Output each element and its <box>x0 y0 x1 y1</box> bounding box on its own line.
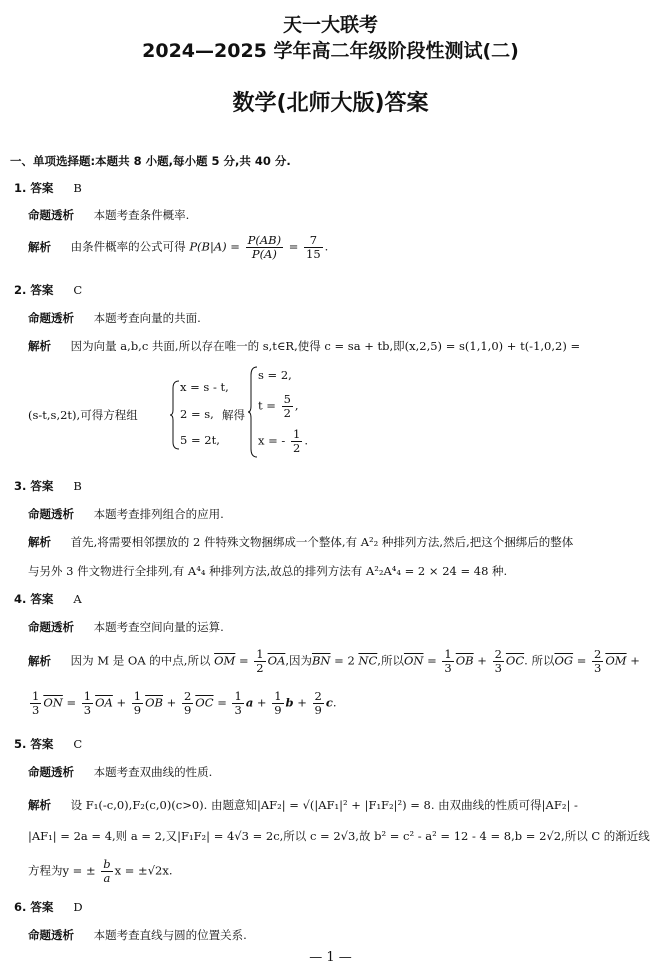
analysis-label: 解析 <box>28 239 51 254</box>
numerator: b <box>103 857 111 871</box>
fraction <box>291 428 302 455</box>
question-2-answer <box>14 282 82 298</box>
numerator: P(AB) <box>247 233 282 247</box>
numerator: 2 <box>594 647 602 661</box>
analysis-text: (s-t,s,2t),可得方程组 <box>28 408 138 422</box>
operator: = <box>66 695 77 710</box>
vector-bn: $\overline{BN}$ <box>311 653 331 668</box>
fraction <box>30 690 41 717</box>
question-number: 5. <box>14 737 27 751</box>
answer-label: 答案 <box>30 900 54 914</box>
operator: = <box>217 695 227 710</box>
vector-og: $\overline{OG}$ <box>554 653 574 668</box>
analysis-text: 因为向量 a,b,c 共面,所以存在唯一的 s,t∈R,使得 c = sa + tb,即(x,2,5) = s(1,1,0) + t(-1,0,2) = <box>70 339 581 353</box>
answer-label: 答案 <box>30 737 54 751</box>
vector-term: $\overline{OC}$ <box>195 695 214 710</box>
question-5-analysis-line-2: |AF₁| = 2a = 4,则 a = 2,又|F₁F₂| = 4√3 = 2c,所以 c = 2√3,故 b² = c² - a² = 12 - 4 = 8,b = 2√2,所以 C 的渐近线 <box>28 829 650 843</box>
fraction <box>82 690 93 717</box>
vector-oa: $\overline{OA}$ <box>267 653 286 668</box>
section-heading: 一、单项选择题:本题共 8 小题,每小题 5 分,共 40 分. <box>10 154 291 168</box>
denominator: 3 <box>234 703 242 717</box>
denominator: 2 <box>292 441 301 455</box>
question-number: 3. <box>14 479 27 493</box>
numerator: 1 <box>234 689 242 703</box>
denominator: 3 <box>444 661 452 675</box>
fraction <box>493 648 504 675</box>
analysis-label: 解析 <box>28 535 51 549</box>
intent-text: 本题考查排列组合的应用. <box>93 507 224 521</box>
intent-label: 命题透析 <box>28 311 74 325</box>
numerator: 2 <box>183 689 192 703</box>
numerator: 5 <box>283 392 291 406</box>
analysis-text: x = ±√2x. <box>114 863 173 878</box>
analysis-text: . 所以 <box>524 653 555 668</box>
intent-label: 命题透析 <box>28 208 74 222</box>
intent-label: 命题透析 <box>28 507 74 521</box>
left-brace-icon <box>170 380 180 450</box>
answer-label: 答案 <box>30 181 54 195</box>
vector-term: $\overline{OB}$ <box>145 695 164 710</box>
vector-on: $\overline{ON}$ <box>403 653 424 668</box>
answer-choice: C <box>73 283 83 297</box>
denominator: 3 <box>83 703 92 717</box>
analysis-label: 解析 <box>28 798 51 812</box>
question-5-analysis-line-3 <box>28 858 172 885</box>
answer-choice: B <box>73 181 82 195</box>
operator: + <box>256 695 267 710</box>
subject-title: 数学(北师大版)答案 <box>232 91 429 116</box>
question-3-analysis-line-2: 与另外 3 件文物进行全排列,有 A⁴₄ 种排列方法,故总的排列方法有 A²₂A⁴₄ = 2 × 24 = 48 种. <box>28 564 508 578</box>
numerator: 1 <box>32 689 40 703</box>
denominator: 9 <box>133 703 142 717</box>
denominator: a <box>103 871 111 885</box>
question-4-answer <box>14 591 82 607</box>
operator: = <box>238 653 249 668</box>
numerator: 1 <box>274 689 282 703</box>
analysis-text: 因为 M 是 OA 的中点,所以 <box>70 653 211 668</box>
operator: = <box>427 653 437 668</box>
numerator: 1 <box>133 689 142 703</box>
formula-lhs: P(B|A) = <box>189 239 240 254</box>
numerator: 7 <box>304 234 323 248</box>
question-1-intent <box>28 207 189 223</box>
question-6-intent <box>28 927 247 943</box>
question-3-answer <box>14 478 82 494</box>
question-5-analysis-line-1 <box>28 797 578 813</box>
answer-label: 答案 <box>30 283 54 297</box>
answer-choice: D <box>73 900 83 914</box>
numerator: 1 <box>444 647 452 661</box>
answer-choice: A <box>73 592 82 606</box>
operator: + <box>166 695 177 710</box>
question-2-analysis-line-2 <box>28 407 138 423</box>
intent-text: 本题考查向量的共面. <box>93 311 201 325</box>
question-number: 1. <box>14 181 27 195</box>
question-1-analysis <box>28 234 328 261</box>
denominator: 15 <box>306 247 321 261</box>
numerator: 1 <box>256 647 264 661</box>
fraction <box>282 393 293 420</box>
comma: , <box>294 398 299 413</box>
vector-term: $\overline{ON}$ <box>43 695 63 710</box>
numerator: 2 <box>314 689 322 703</box>
question-2-analysis-line-1 <box>28 338 580 354</box>
fraction <box>592 648 603 675</box>
question-5-intent <box>28 764 212 780</box>
fraction <box>313 690 324 717</box>
operator: = <box>576 653 587 668</box>
answer-label: 答案 <box>30 479 54 493</box>
question-1-answer <box>14 180 82 196</box>
solution-x <box>258 428 308 455</box>
equation: 5 = 2t, <box>180 433 220 447</box>
fraction <box>272 690 283 717</box>
vector-term: c <box>325 695 333 710</box>
vector-term: b <box>285 695 294 710</box>
vector-om: $\overline{OM}$ <box>214 653 236 668</box>
operator: . <box>332 695 337 710</box>
analysis-text: ,因为 <box>285 653 312 668</box>
exam-term-title: 2024—2025 学年高二年级阶段性测试(二) <box>142 40 519 62</box>
fraction <box>254 648 265 675</box>
denominator: 2 <box>256 661 264 675</box>
denominator: 9 <box>183 703 192 717</box>
question-6-answer <box>14 899 83 915</box>
fraction <box>132 690 143 717</box>
fraction <box>101 858 112 885</box>
question-4-analysis-line-2 <box>28 690 337 717</box>
solution-lhs: x = - <box>258 433 286 448</box>
intent-label: 命题透析 <box>28 928 74 942</box>
fraction <box>442 648 453 675</box>
question-3-intent <box>28 506 224 522</box>
left-brace-icon <box>248 366 258 458</box>
answer-label: 答案 <box>30 592 54 606</box>
vector-oc: $\overline{OC}$ <box>505 653 525 668</box>
question-number: 2. <box>14 283 27 297</box>
vector-term: $\overline{OA}$ <box>95 695 113 710</box>
analysis-text: ,所以 <box>377 653 404 668</box>
analysis-text: 首先,将需要相邻摆放的 2 件特殊文物捆绑成一个整体,有 A²₂ 种排列方法,然后,把这个捆绑后的整体 <box>70 535 574 549</box>
period: . <box>304 433 308 448</box>
vector-ob: $\overline{OB}$ <box>455 653 474 668</box>
denominator: 3 <box>32 703 40 717</box>
question-number: 4. <box>14 592 27 606</box>
solution-t <box>258 393 299 420</box>
analysis-label: 解析 <box>28 339 51 353</box>
analysis-text: 方程为y = ± <box>28 863 96 878</box>
solution-s: s = 2, <box>258 368 292 382</box>
operator: = 2 <box>334 653 355 668</box>
equals: = <box>288 239 299 254</box>
denominator: 2 <box>283 406 291 420</box>
question-4-intent <box>28 619 224 635</box>
fraction <box>182 690 193 717</box>
operator: + <box>297 695 307 710</box>
vector-term: a <box>245 695 254 710</box>
numerator: 1 <box>292 427 301 441</box>
question-3-analysis-line-1 <box>28 534 573 550</box>
answer-choice: B <box>73 479 82 493</box>
fraction <box>246 234 283 261</box>
analysis-text: 设 F₁(-c,0),F₂(c,0)(c>0). 由题意知|AF₂| = √(|AF₁|² + |F₁F₂|²) = 8. 由双曲线的性质可得|AF₂| - <box>70 798 578 812</box>
exam-org-title: 天一大联考 <box>282 14 378 36</box>
denominator: P(A) <box>251 247 277 261</box>
solution-lhs: t = <box>258 398 276 413</box>
intent-text: 本题考查条件概率. <box>93 208 190 222</box>
intent-text: 本题考查空间向量的运算. <box>93 620 224 634</box>
intent-label: 命题透析 <box>28 620 74 634</box>
numerator: 2 <box>494 647 502 661</box>
fraction <box>232 690 243 717</box>
denominator: 3 <box>494 661 502 675</box>
denominator: 3 <box>594 661 602 675</box>
solve-label: 解得 <box>222 408 245 422</box>
answer-choice: C <box>73 737 83 751</box>
operator: + <box>477 653 487 668</box>
intent-text: 本题考查直线与圆的位置关系. <box>93 928 247 942</box>
question-4-analysis-line-1 <box>28 648 640 675</box>
operator: + <box>116 695 127 710</box>
vector-nc: $\overline{NC}$ <box>358 653 378 668</box>
question-5-answer <box>14 736 82 752</box>
question-2-intent <box>28 310 201 326</box>
question-number: 6. <box>14 900 27 914</box>
denominator: 9 <box>274 703 282 717</box>
intent-text: 本题考查双曲线的性质. <box>93 765 213 779</box>
denominator: 9 <box>314 703 322 717</box>
operator: + <box>630 653 640 668</box>
vector-om: $\overline{OM}$ <box>605 653 627 668</box>
intent-label: 命题透析 <box>28 765 74 779</box>
equation: 2 = s, <box>180 407 214 421</box>
numerator: 1 <box>83 689 92 703</box>
equation: x = s - t, <box>180 380 229 394</box>
analysis-label: 解析 <box>28 653 51 668</box>
fraction <box>304 234 323 261</box>
period: . <box>324 239 329 254</box>
analysis-text: 由条件概率的公式可得 <box>70 239 186 254</box>
page-number: — 1 — <box>309 950 352 965</box>
